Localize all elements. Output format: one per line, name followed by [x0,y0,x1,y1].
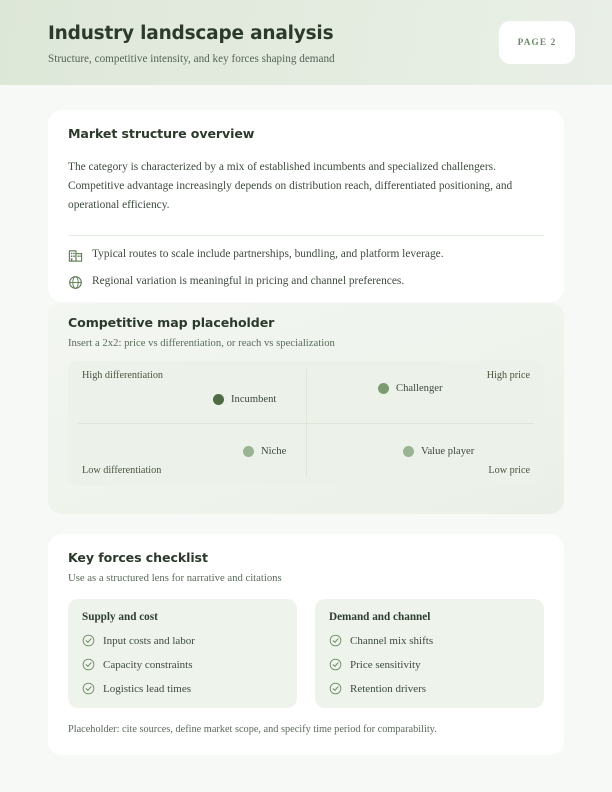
matrix-point-value-player [403,446,474,457]
dot-marker [378,383,389,394]
point-label: Incumbent [231,394,277,405]
list-item[interactable] [82,634,283,647]
globe-icon [68,275,83,290]
page-number-badge: PAGE 2 [499,21,575,64]
dot-marker [213,394,224,405]
list-item[interactable] [82,658,283,671]
building-icon [68,248,83,263]
market-structure-title: Market structure overview [68,126,255,141]
list-item [68,274,544,290]
competitive-matrix [68,361,544,485]
axis-label-high-differentiation: High differentiation [82,370,164,381]
key-forces-title: Key forces checklist [68,550,208,565]
dot-marker [243,446,254,457]
point-label: Challenger [396,383,443,394]
axis-label-high-price: High price [486,370,530,381]
list-item[interactable] [329,634,530,647]
footnote-text: Placeholder: cite sources, define market scope, and specify time period for comparability. [68,724,437,735]
point-label: Niche [261,446,287,457]
competitive-map-title: Competitive map placeholder [68,315,275,330]
circle-check-icon [82,682,95,695]
market-structure-body: The category is characterized by a mix of established incumbents and specialized challengers. Competitive advantage increasingly depends on distribution reach, differentiated positioning, and operational efficiency. [68,161,513,212]
list-item[interactable] [82,682,283,695]
checklist-item-label: Input costs and labor [103,634,195,647]
checklist-item-label: Channel mix shifts [350,634,434,647]
matrix-point-niche [243,446,286,457]
matrix-horizontal-divider [78,423,534,424]
checklist-column-title: Supply and cost [82,611,158,623]
circle-check-icon [82,658,95,671]
checklist-item-label: Retention drivers [350,682,427,695]
list-item [68,247,544,263]
circle-check-icon [329,658,342,671]
matrix-point-challenger [378,383,442,394]
bullet-text: Typical routes to scale include partnerships, bundling, and platform leverage. [92,248,444,261]
circle-check-icon [329,682,342,695]
page-header [0,0,612,85]
checklist-column-supply [68,599,297,708]
matrix-point-incumbent [213,394,276,405]
list-item[interactable] [329,658,530,671]
page-title: Industry landscape analysis [48,23,334,44]
page-subtitle: Structure, competitive intensity, and key forces shaping demand [48,53,335,66]
key-forces-subtitle: Use as a structured lens for narrative and citations [68,572,282,584]
section-divider [68,235,544,236]
routes-bullet-list [68,247,544,290]
point-label: Value player [421,446,475,457]
bullet-text: Regional variation is meaningful in pricing and channel preferences. [92,275,405,288]
list-item[interactable] [329,682,530,695]
circle-check-icon [329,634,342,647]
checklist-columns [68,599,544,708]
checklist-item-label: Logistics lead times [103,682,191,695]
competitive-map-card [48,303,564,514]
checklist-column-demand [315,599,544,708]
key-forces-card [48,534,564,755]
axis-label-low-price: Low price [488,465,530,476]
axis-label-low-differentiation: Low differentiation [82,465,162,476]
checklist-item-label: Capacity constraints [103,658,193,671]
market-structure-card [48,110,564,302]
competitive-map-subtitle: Insert a 2x2: price vs differentiation, or reach vs specialization [68,337,335,349]
checklist-item-label: Price sensitivity [350,658,421,671]
checklist-column-title: Demand and channel [329,611,431,623]
circle-check-icon [82,634,95,647]
dot-marker [403,446,414,457]
